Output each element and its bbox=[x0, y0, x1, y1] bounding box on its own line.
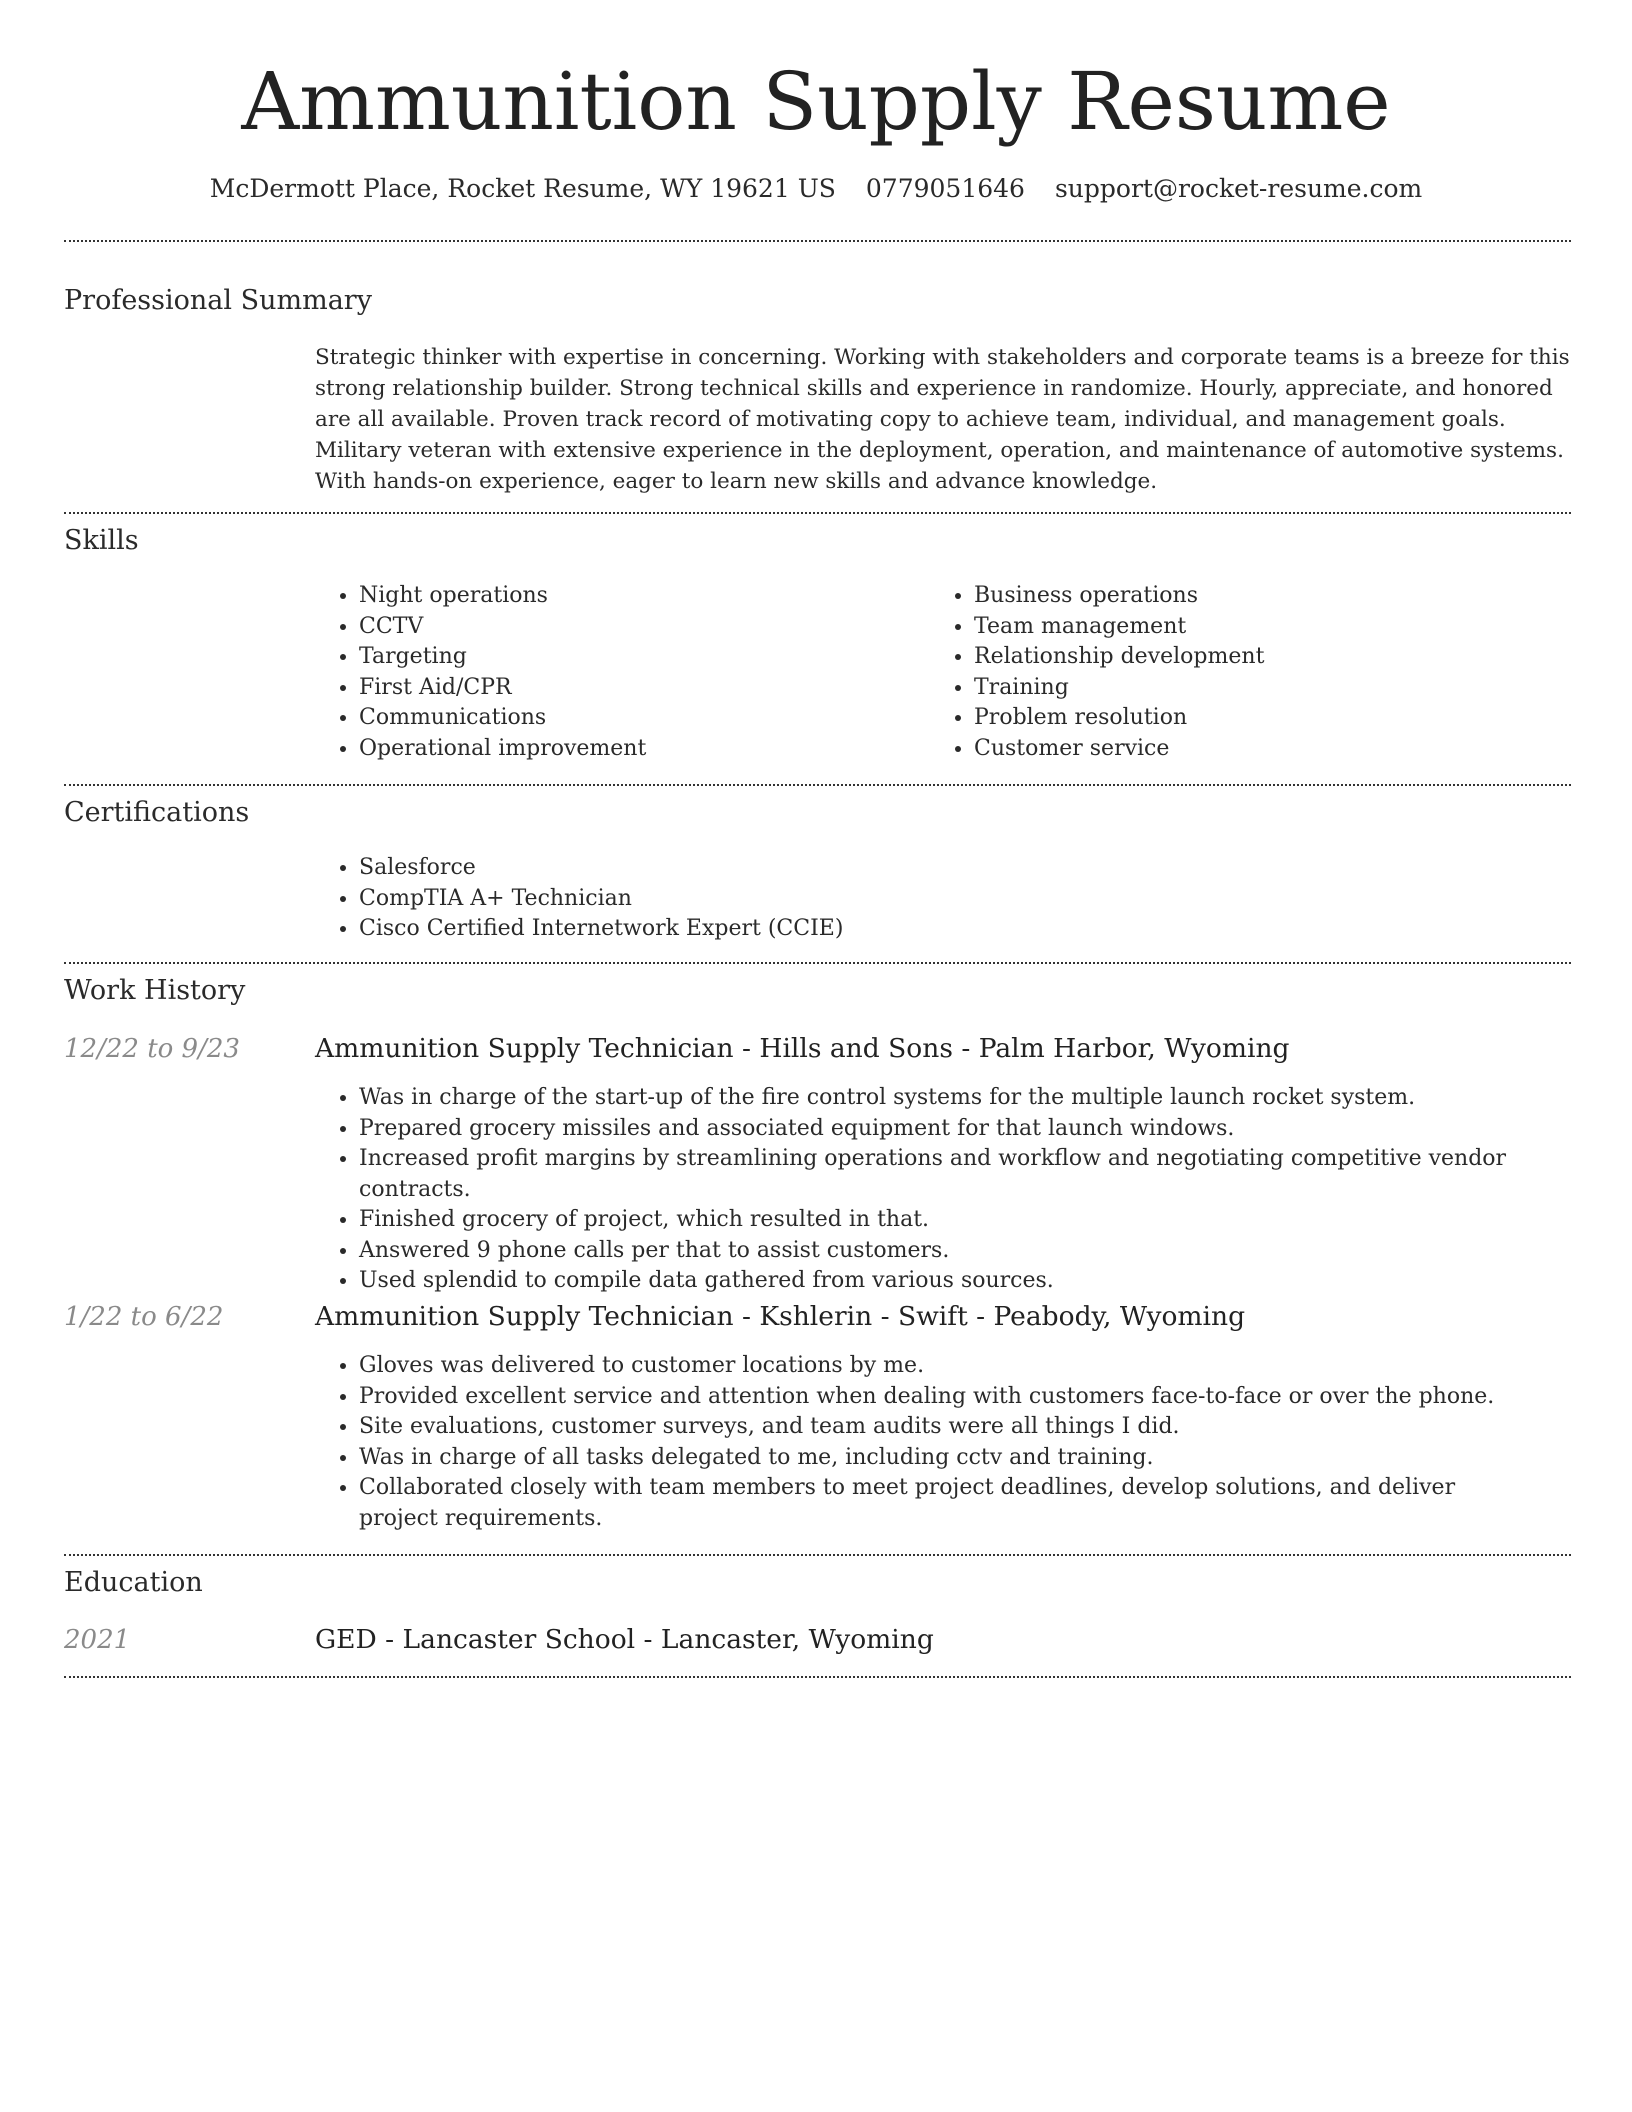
job-title: Ammunition Supply Technician - Kshlerin - Swift - Peabody, Wyoming bbox=[315, 1301, 1246, 1332]
resume-title: Ammunition Supply Resume bbox=[241, 55, 1391, 148]
contact-email: support@rocket-resume.com bbox=[1054, 174, 1423, 203]
list-item: • Finished grocery of project, which resulted in that. bbox=[359, 1205, 1615, 1236]
list-item: • Operational improvement bbox=[359, 734, 919, 765]
list-item: • Customer service bbox=[974, 734, 1574, 765]
list-item: • Gloves was delivered to customer locations by me. bbox=[359, 1351, 1499, 1382]
list-item: • Answered 9 phone calls per that to assist customers. bbox=[359, 1236, 1615, 1267]
section-divider bbox=[64, 1554, 1571, 1556]
list-item: • Prepared grocery missiles and associated equipment for that launch windows. bbox=[359, 1114, 1615, 1145]
section-divider bbox=[64, 784, 1571, 786]
list-item: • CCTV bbox=[359, 612, 919, 643]
list-item: • Cisco Certified Internetwork Expert (CCIE) bbox=[359, 914, 1559, 945]
section-title-skills: Skills bbox=[64, 525, 139, 556]
list-item: • Used splendid to compile data gathered from various sources. bbox=[359, 1266, 1615, 1297]
certifications-list bbox=[315, 853, 1559, 945]
education-heading: GED - Lancaster School - Lancaster, Wyoming bbox=[315, 1624, 934, 1655]
list-item: • Relationship development bbox=[974, 642, 1574, 673]
list-item: • Site evaluations, customer surveys, and team audits were all things I did. bbox=[359, 1412, 1499, 1443]
section-title-work-history: Work History bbox=[64, 975, 246, 1006]
skills-list-left bbox=[315, 581, 919, 764]
list-item: • Business operations bbox=[974, 581, 1574, 612]
list-item: • Increased profit margins by streamlining operations and workflow and negotiating competitive vendor contracts. bbox=[359, 1144, 1615, 1205]
list-item: • Salesforce bbox=[359, 853, 1559, 884]
list-item: • Problem resolution bbox=[974, 703, 1574, 734]
list-item: • CompTIA A+ Technician bbox=[359, 884, 1559, 915]
section-divider bbox=[64, 240, 1571, 242]
contact-phone: 0779051646 bbox=[865, 174, 1025, 203]
list-item: • Communications bbox=[359, 703, 919, 734]
job-bullets bbox=[315, 1351, 1499, 1534]
job-bullets bbox=[315, 1083, 1615, 1297]
job-dates: 12/22 to 9/23 bbox=[64, 1034, 240, 1064]
list-item: • Team management bbox=[974, 612, 1574, 643]
section-divider bbox=[64, 512, 1571, 514]
job-dates: 1/22 to 6/22 bbox=[64, 1302, 224, 1332]
section-divider bbox=[64, 1676, 1571, 1678]
job-title: Ammunition Supply Technician - Hills and Sons - Palm Harbor, Wyoming bbox=[315, 1033, 1290, 1064]
section-divider bbox=[64, 962, 1571, 964]
list-item: • Was in charge of the start-up of the fire control systems for the multiple launch rocket system. bbox=[359, 1083, 1615, 1114]
contact-address: McDermott Place, Rocket Resume, WY 19621 US bbox=[209, 174, 836, 203]
summary-text: Strategic thinker with expertise in concerning. Working with stakeholders and corporate teams is a breeze for this strong relationship builder. Strong technical skills and experience in randomize. Hourly, appreciate, and honored are all available. Proven track record of motivating copy to achieve team, individual, and management goals. Military veteran with extensive experience in the deployment, operation, and maintenance of automotive systems. With hands-on experience, eager to learn new skills and advance knowledge. bbox=[315, 345, 1570, 494]
skills-list-right bbox=[930, 581, 1574, 764]
education-year: 2021 bbox=[64, 1625, 131, 1655]
list-item: • Provided excellent service and attention when dealing with customers face-to-face or over the phone. bbox=[359, 1382, 1499, 1413]
section-title-certifications: Certifications bbox=[64, 797, 250, 828]
contact-line bbox=[0, 172, 1632, 206]
list-item: • Targeting bbox=[359, 642, 919, 673]
section-title-education: Education bbox=[64, 1567, 203, 1598]
list-item: • Night operations bbox=[359, 581, 919, 612]
list-item: • Was in charge of all tasks delegated to me, including cctv and training. bbox=[359, 1443, 1499, 1474]
list-item: • Training bbox=[974, 673, 1574, 704]
list-item: • First Aid/CPR bbox=[359, 673, 919, 704]
list-item: • Collaborated closely with team members to meet project deadlines, develop solutions, and deliver project requirements. bbox=[359, 1473, 1499, 1534]
section-title-summary: Professional Summary bbox=[64, 285, 372, 316]
